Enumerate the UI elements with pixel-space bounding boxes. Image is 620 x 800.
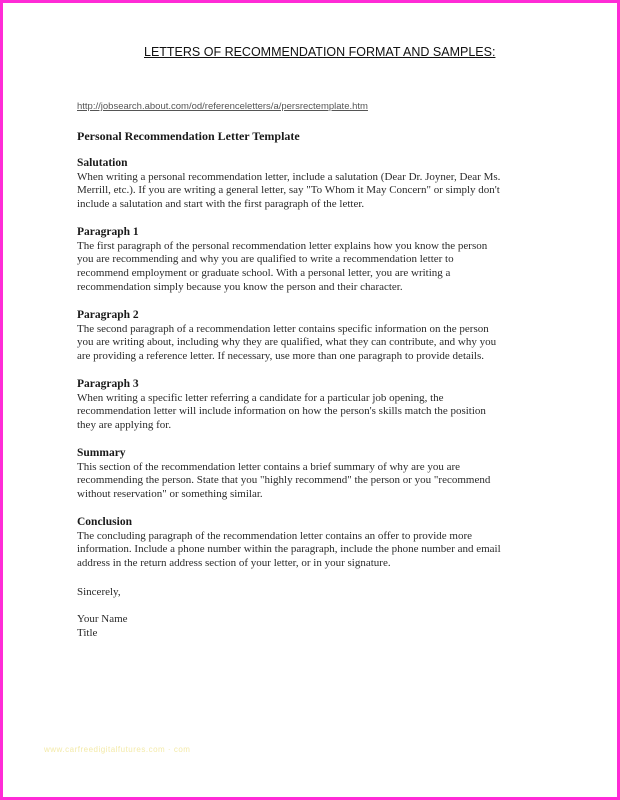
section-conclusion	[77, 516, 547, 571]
section-heading: Paragraph 3	[77, 378, 139, 390]
signer-title: Title	[77, 627, 98, 639]
watermark: www.carfreedigitalfutures.com · com	[44, 745, 191, 754]
source-url-link[interactable]: http://jobsearch.about.com/od/referenceletters/a/persrectemplate.htm	[77, 101, 368, 112]
body-line: Merrill, etc.). If you are writing a general letter, say "To Whom it May Concern" or simply don't	[77, 184, 500, 197]
section-heading: Conclusion	[77, 516, 132, 528]
body-line: When writing a specific letter referring a candidate for a particular job opening, the	[77, 391, 444, 404]
body-line: include a salutation and start with the first paragraph of the letter.	[77, 197, 365, 210]
body-line: are providing a reference letter. If necessary, use more than one paragraph to provide details.	[77, 349, 485, 362]
body-line: recommendation letter will include information on how the person's skills match the position	[77, 405, 486, 418]
body-line: The concluding paragraph of the recommendation letter contains an offer to provide more	[77, 529, 473, 542]
body-line: recommendation simply because you know the person and their character.	[77, 280, 403, 293]
body-line: When writing a personal recommendation letter, include a salutation (Dear Dr. Joyner, Dear Ms.	[77, 170, 501, 183]
body-line: The first paragraph of the personal recommendation letter explains how you know the person	[77, 239, 488, 252]
body-line: you are writing about, including why they are qualified, what they can contribute, and why you	[77, 336, 497, 349]
body-line: This section of the recommendation letter contains a brief summary of why are you are	[77, 460, 461, 473]
valediction: Sincerely,	[77, 586, 121, 598]
section-paragraph-2	[77, 309, 547, 364]
body-line: recommend employment or graduate school. With a personal letter, you are writing a	[77, 266, 451, 279]
body-line: The second paragraph of a recommendation letter contains specific information on the person	[77, 322, 489, 335]
body-line: without reservation" or something similar.	[77, 487, 263, 500]
section-paragraph-1	[77, 226, 547, 294]
section-heading: Paragraph 2	[77, 309, 139, 321]
body-line: information. Include a phone number within the paragraph, include the phone number and email	[77, 543, 501, 556]
body-line: you are recommending and why you are qualified to write a recommendation letter to	[77, 253, 454, 266]
section-summary	[77, 447, 547, 502]
section-heading: Summary	[77, 447, 126, 459]
section-heading: Salutation	[77, 157, 128, 169]
document-title: Personal Recommendation Letter Template	[77, 129, 300, 143]
signer-name: Your Name	[77, 613, 128, 625]
body-line: they are applying for.	[77, 418, 172, 431]
section-heading: Paragraph 1	[77, 226, 139, 238]
body-line: recommending the person. State that you "highly recommend" the person or you "recommend	[77, 474, 491, 487]
body-line: address in the return address section of your letter, or in your signature.	[77, 556, 391, 569]
page-title: LETTERS OF RECOMMENDATION FORMAT AND SAMPLES:	[144, 45, 496, 59]
section-paragraph-3	[77, 378, 547, 433]
section-salutation	[77, 157, 547, 212]
